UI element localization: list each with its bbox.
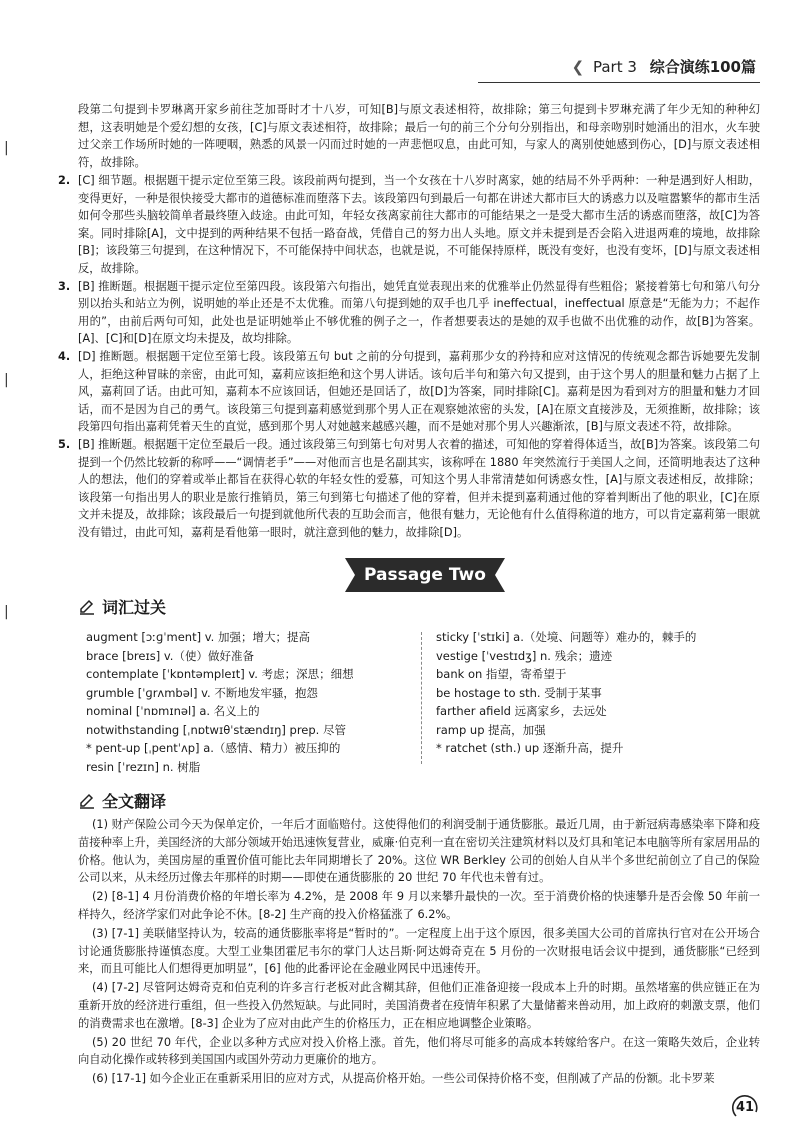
running-header [572,56,756,77]
banner-text: Passage Two [364,565,486,585]
vocab-entry: * ratchet (sth.) up 逐渐升高，提升 [436,741,624,755]
vocab-entry: bank on 指望，寄希望于 [436,667,567,681]
translation-paragraph: (4) [7-2] 尽管阿达姆奇克和伯克利的许多言行老板对此含糊其辞，但他们正准备迎接一段成本上升的时期。虽然堵塞的供应链正在为重新开放的经济进行重组，但一些投入仍然短缺。与此同时，美国消费者在疫情年积累了大量储蓄来兽动用，加上政府的刺激支票，他们的消费需求也在激增。[8-3] 企业为了应对由此产生的价格压力，正在相应地调整企业策略。 [78,981,760,1030]
pencil-icon [78,598,96,616]
vocab-entry: resin [ˈrezɪn] n. 树脂 [86,759,201,774]
section-title: 综合演练100篇 [649,58,756,76]
page-number-text: 41 [735,1099,755,1115]
vocab-heading [78,595,166,618]
margin-mark: | [4,140,9,156]
item-number: 4. [58,349,71,363]
vocab-column-left [86,628,416,776]
vocab-entry: * pent-up [ˌpentˈʌp] a.（感情、精力）被压抑的 [86,741,341,755]
item-number: 5. [58,437,71,451]
answer-item-5 [58,436,760,542]
vocab-entry: notwithstanding [ˌnɒtwɪθˈstændɪŋ] prep. 尽管 [86,722,346,737]
item-text: [C] 细节题。根据题干提示定位至第三段。该段前两句提到，当一个女孩在十八岁时离家，她的结局不外乎两种：一种是遇到好人相助，变得更好，一种是很快接受大都市的道德标准而堕落下去。该段第四句到最后一句都在讲述大都市巨大的诱惑力以及喧嚣繁华的都市生活如何令那些头脑较简单者最终堕入歧途。由此可知，年轻女孩离家前往大都市的可能结果之一是受大都市生活的诱惑而堕落，故[C]为答案。同时排除[A]，文中提到的两种结果不包括一路奋战，凭借自己的努力出人头地。原文并未提到是否会陷入进退两难的境地，故排除[B]；该段第三句提到，在这种情况下，不可能保持中间状态，也就是说，不可能保持原样，既没有变好，也没有变坏，[D]与原文表述相反，故排除。 [78,174,760,275]
vocab-entry: be hostage to sth. 受制于某事 [436,685,602,700]
header-rule [478,82,760,83]
margin-mark: | [4,372,9,388]
vocab-entry: farther afield 远离家乡，去远处 [436,704,607,718]
vocab-entry: sticky [ˈstɪki] a.（处境、问题等）难办的，棘手的 [436,630,697,644]
vocab-heading-text: 词汇过关 [102,598,167,617]
answer-item-3 [58,278,760,348]
margin-mark: | [4,604,9,620]
vocab-entry: ramp up 提高，加强 [436,722,546,737]
translation-paragraph: (5) 20 世纪 70 年代，企业以多种方式应对投入价格上涨。首先，他们将尽可能多的高成本转嫁给客户。在这一策略失效后，企业转向自动化操作或转移到美国国内或国外劳动力更廉价的地方。 [78,1035,760,1067]
translation-heading-text: 全文翻译 [102,792,167,811]
item-text: [B] 推断题。根据题干提示定位至第四段。该段第六句指出，她凭直觉表现出来的优雅举止仍然显得有些粗俗；紧接着第七句和第八句分别以抬头和站立为例，说明她的举止还是不太优雅。而第八句提到她的双手也几乎 ineffectual，ineffectual 原意是“无能为力；不起作用的”，由前后两句可知，此处也是证明她举止不够优雅的例子之一，作者想要表达的是她的双手也做不出优雅的动作，故[B]为答案。[A]、[C]和[D]在原文均未提及，故均排除。 [78,279,760,346]
vocab-entry: vestige [ˈvestɪdʒ] n. 残余；遗迹 [436,648,613,663]
column-divider [421,632,422,764]
translation-paragraph: (1) 财产保险公司今天为保单定价，一年后才面临赔付。这使得他们的利润受制于通货膨胀。最近几周，由于新冠病毒感染率下降和疫苗接种率上升，美国经济的大部分领域开始迅速恢复营业，威廉·伯克利一直在密切关注建筑材料以及灯具和笔记本电脑等所有家居用品的价格。他认为，美国房屋的重置价值可能比去年同期增长了 20%。这位 WR Berkley 公司的创始人自从半个多世纪前创立了自己的保险公司以来，从未经历过像去年那样的时期——即使在通货膨胀的 20 世纪 70 年代也未曾有过。 [78,818,760,885]
translation-paragraph: (3) [7-1] 美联储坚持认为，较高的通货膨胀率将是“暂时的”。一定程度上出于这个原因，很多美国大公司的首席执行官对在公开场合讨论通货膨胀持谨慎态度。大型工业集团霍尼韦尔的掌门人达吕斯·阿达姆奇克在 5 月份的一次财报电话会议中提到，通货膨胀“已经到来，而且可能比人们想得更加明显”，[6] 他的此番评论在金融业网民中迅速传开。 [78,926,760,976]
item-number: 3. [58,279,71,293]
vocab-entry: augment [ɔːɡˈment] v. 加强；增大；提高 [86,630,310,644]
vocab-box [86,628,766,774]
pencil-icon [78,792,96,810]
answer-item-4 [58,348,760,436]
chevron-left-icon: ❮ [571,58,585,76]
vocab-entry: contemplate [ˈkɒntəmpleɪt] v. 考虑；深思；细想 [86,667,354,681]
part-label: Part 3 [592,58,637,76]
answer-explanations [58,172,760,541]
vocab-entry: brace [breɪs] v.（使）做好准备 [86,648,254,663]
translation-heading [78,789,166,812]
item-text: [D] 推断题。根据题干定位至第七段。该段第五句 but 之前的分句提到，嘉莉那少女的矜持和应对这情况的传统观念都告诉她要先发制人，拒绝这种冒昧的亲密，由此可知，嘉莉应该拒绝和这个男人讲话。该句后半句和第六句又提到，由于这个男人的胆量和魅力占据了上风，嘉莉回了话。由此可知，嘉莉本不应该回话，但她还是回话了，故[D]为答案，同时排除[C]。嘉莉是因为看到对方的胆量和魅力才回话，而不是因为自己的勇气。该段第三句提到嘉莉感觉到那个男人正在观察她浓密的头发，[A]在原文直接涉及，无须推断，故排除；该段第四句指出嘉莉凭着天生的直觉，感到那个男人对她越来越感兴趣，而不是她对那个男人兴趣渐浓，[B]与原文表述不符，故排除。 [78,349,760,434]
paragraph-text: 段第二句提到卡罗琳离开家乡前往芝加哥时才十八岁，可知[B]与原文表述相符，故排除；第三句提到卡罗琳充满了年少无知的种种幻想，这表明她是个爱幻想的女孩，[C]与原文表述相符，故排除；最后一句的前三个分句分别指出，和母亲吻别时她涌出的泪水，火车驶过父亲工作场所时她的一阵哽咽，熟悉的风景一闪而过时她的一声悲悒叹息，由此可知，与家人的离别使她感到伤心，[D]与原文表述相符，故排除。 [78,103,760,169]
page-number [730,1092,760,1122]
item-text: [B] 推断题。根据题干定位至最后一段。通过该段第三句到第七句对男人衣着的描述，可知他的穿着得体适当，故[B]为答案。该段第二句提到一个仍然比较新的称呼——“调情老手”——对他而言也是名副其实，该称呼在 1880 年突然流行于美国人之间，还简明地表达了这种人的想法，他们的穿着或举止都旨在获得心软的年轻女性的爱慕，可知这个男人非常清楚如何诱惑女性，[A]与原文表述相反，故排除；该段第一句指出男人的职业是旅行推销员，第三句到第七句描述了他的穿着，但并未提到嘉莉通过他的穿着判断出了他的职业，[C]在原文并未提及，故排除；该段最后一句提到就他所代表的互助会而言，他很有魅力，无论他有什么值得称道的地方，可以肯定嘉莉第一眼就没有错过，由此可知，嘉莉是看他第一眼时，就注意到他的魅力，故排除[D]。 [78,437,760,539]
passage-banner [345,558,505,592]
intro-paragraph [78,101,760,171]
vocab-entry: nominal [ˈnɒmɪnəl] a. 名义上的 [86,704,260,718]
vocab-column-right [436,628,766,758]
translation-paragraph: (6) [17-1] 如今企业正在重新采用旧的应对方式，从提高价格开始。一些公司保持价格不变，但削减了产品的份额。北卡罗莱 [92,1072,715,1086]
item-number: 2. [58,174,71,187]
vocab-entry: grumble [ˈɡrʌmbəl] v. 不断地发牢骚，抱怨 [86,685,318,700]
translation-body [78,816,760,1089]
answer-item-2 [58,172,760,278]
translation-paragraph: (2) [8-1] 4 月份消费价格的年増长率为 4.2%，是 2008 年 9 月以来攀升最快的一次。至于消费价格的快速攀升是否会像 50 年前一样持久，经济学家们对此争论不休。[8-2] 生产商的投入价格猛涨了 6.2%。 [78,890,760,921]
